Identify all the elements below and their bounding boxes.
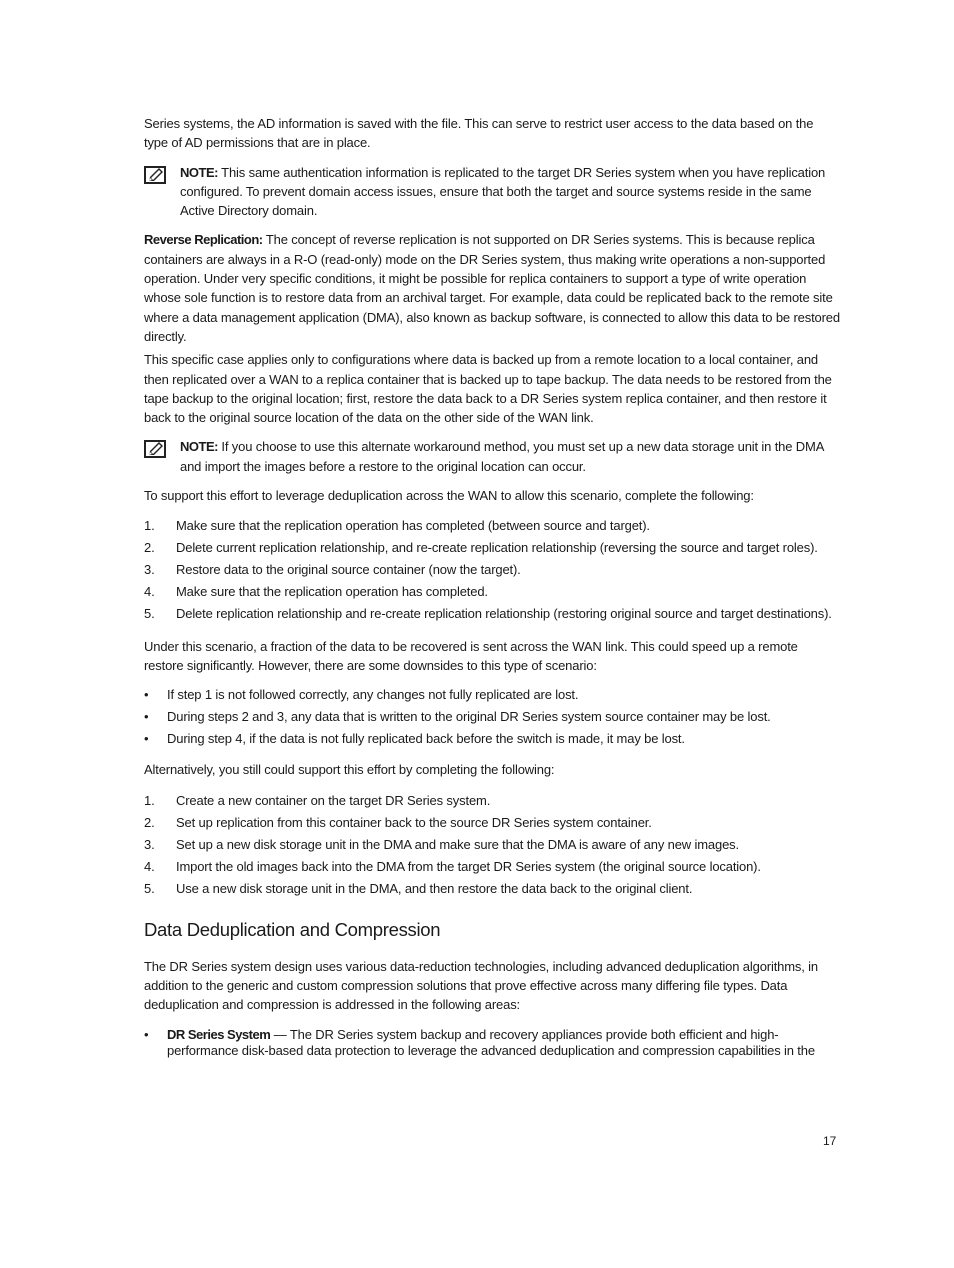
list-item: • During step 4, if the data is not fully replicated back before the switch is made, it may be lost. bbox=[144, 731, 685, 747]
paragraph-scenario: Under this scenario, a fraction of the data to be recovered is sent across the WAN link. This could speed up a remote restore significantly. However, there are some downsides to this type of scenario: bbox=[144, 638, 798, 673]
list-item: • DR Series System — The DR Series system backup and recovery appliances provide both efficient and high-performance disk-based data protection to leverage the advanced deduplication and compression capabilities in the bbox=[144, 1026, 815, 1058]
note-block-1 bbox=[144, 163, 840, 221]
list-item: 2. Set up replication from this container back to the source DR Series system container. bbox=[144, 814, 652, 830]
note-text: If you choose to use this alternate workaround method, you must set up a new data storage unit in the DMA and import the images before a restore to the original location can occur. bbox=[180, 439, 824, 474]
list-item: • If step 1 is not followed correctly, any changes not fully replicated are lost. bbox=[144, 687, 579, 703]
list-item: 2. Delete current replication relationship, and re-create replication relationship (reversing the source and target roles). bbox=[144, 540, 818, 556]
paragraph-design: The DR Series system design uses various data-reduction technologies, including advanced deduplication algorithms, in addition to the generic and custom compression solutions that prove effective across many differing file types. Data deduplication and compression is addressed in the following areas: bbox=[144, 958, 819, 1013]
list-item: 4. Make sure that the replication operation has completed. bbox=[144, 584, 488, 600]
note-label: NOTE: bbox=[180, 439, 218, 455]
numbered-list-alternative bbox=[144, 793, 840, 897]
list-item: 3. Set up a new disk storage unit in the DMA and make sure that the DMA is aware of any new images. bbox=[144, 836, 739, 852]
section-heading: Data Deduplication and Compression bbox=[144, 918, 441, 940]
list-item: 3. Restore data to the original source container (now the target). bbox=[144, 562, 521, 578]
note-label: NOTE: bbox=[180, 164, 218, 180]
list-item: 1. Create a new container on the target DR Series system. bbox=[144, 792, 491, 808]
paragraph-support-effort: To support this effort to leverage deduplication across the WAN to allow this scenario, complete the following: bbox=[144, 488, 754, 504]
note-text: This same authentication information is replicated to the target DR Series system when you have replication configured. To prevent domain access issues, ensure that both the target and source systems reside in the same Active Directory domain. bbox=[180, 164, 826, 219]
list-item: 1. Make sure that the replication operation has completed (between source and target). bbox=[144, 518, 650, 534]
list-item: • During steps 2 and 3, any data that is written to the original DR Series system source container may be lost. bbox=[144, 709, 771, 725]
reverse-replication-label: Reverse Replication: bbox=[144, 232, 263, 248]
page-number: 17 bbox=[823, 1134, 837, 1148]
reverse-replication-text: The concept of reverse replication is not supported on DR Series systems. This is because replica containers are always in a R-O (read-only) mode on the DR Series system, thus making write operations a non-supported operation. Under very specific conditions, it might be possible for replica containers to support a type of write operation whose sole function is to restore data from an archival target. For example, data could be replicated back to the remote site where a data management application (DMA), also known as backup software, is connected to allow this data to be restored directly. bbox=[144, 232, 840, 344]
note-paragraph-2 bbox=[180, 437, 840, 476]
note-paragraph-1 bbox=[180, 163, 840, 221]
note-block-2 bbox=[144, 437, 840, 476]
paragraph-reverse-replication bbox=[144, 230, 840, 346]
list-item: 5. Use a new disk storage unit in the DMA, and then restore the data back to the original client. bbox=[144, 880, 693, 896]
bullet-list-areas bbox=[144, 1027, 840, 1059]
list-item: 4. Import the old images back into the DMA from the target DR Series system (the original source location). bbox=[144, 858, 761, 874]
note-pencil-icon bbox=[144, 166, 166, 184]
list-item: 5. Delete replication relationship and re-create replication relationship (restoring original source and target destinations). bbox=[144, 606, 832, 622]
paragraph-intro: Series systems, the AD information is saved with the file. This can serve to restrict user access to the data based on the type of AD permissions that are in place. bbox=[144, 116, 814, 151]
bullet-list-downsides bbox=[144, 687, 840, 747]
paragraph-specific-case: This specific case applies only to configurations where data is backed up from a remote location to a local container, and then replicated over a WAN to a replica container that is backed up to tape backup. The data needs to be restored from the tape backup to the original location; first, restore the data back to a DR Series system replica container, and then restore it back to the original source location of the data on the other side of the WAN link. bbox=[144, 352, 832, 426]
paragraph-alternatively: Alternatively, you still could support this effort by completing the following: bbox=[144, 762, 555, 778]
page-content bbox=[144, 114, 840, 1065]
numbered-list-steps bbox=[144, 518, 840, 622]
note-pencil-icon bbox=[144, 440, 166, 458]
